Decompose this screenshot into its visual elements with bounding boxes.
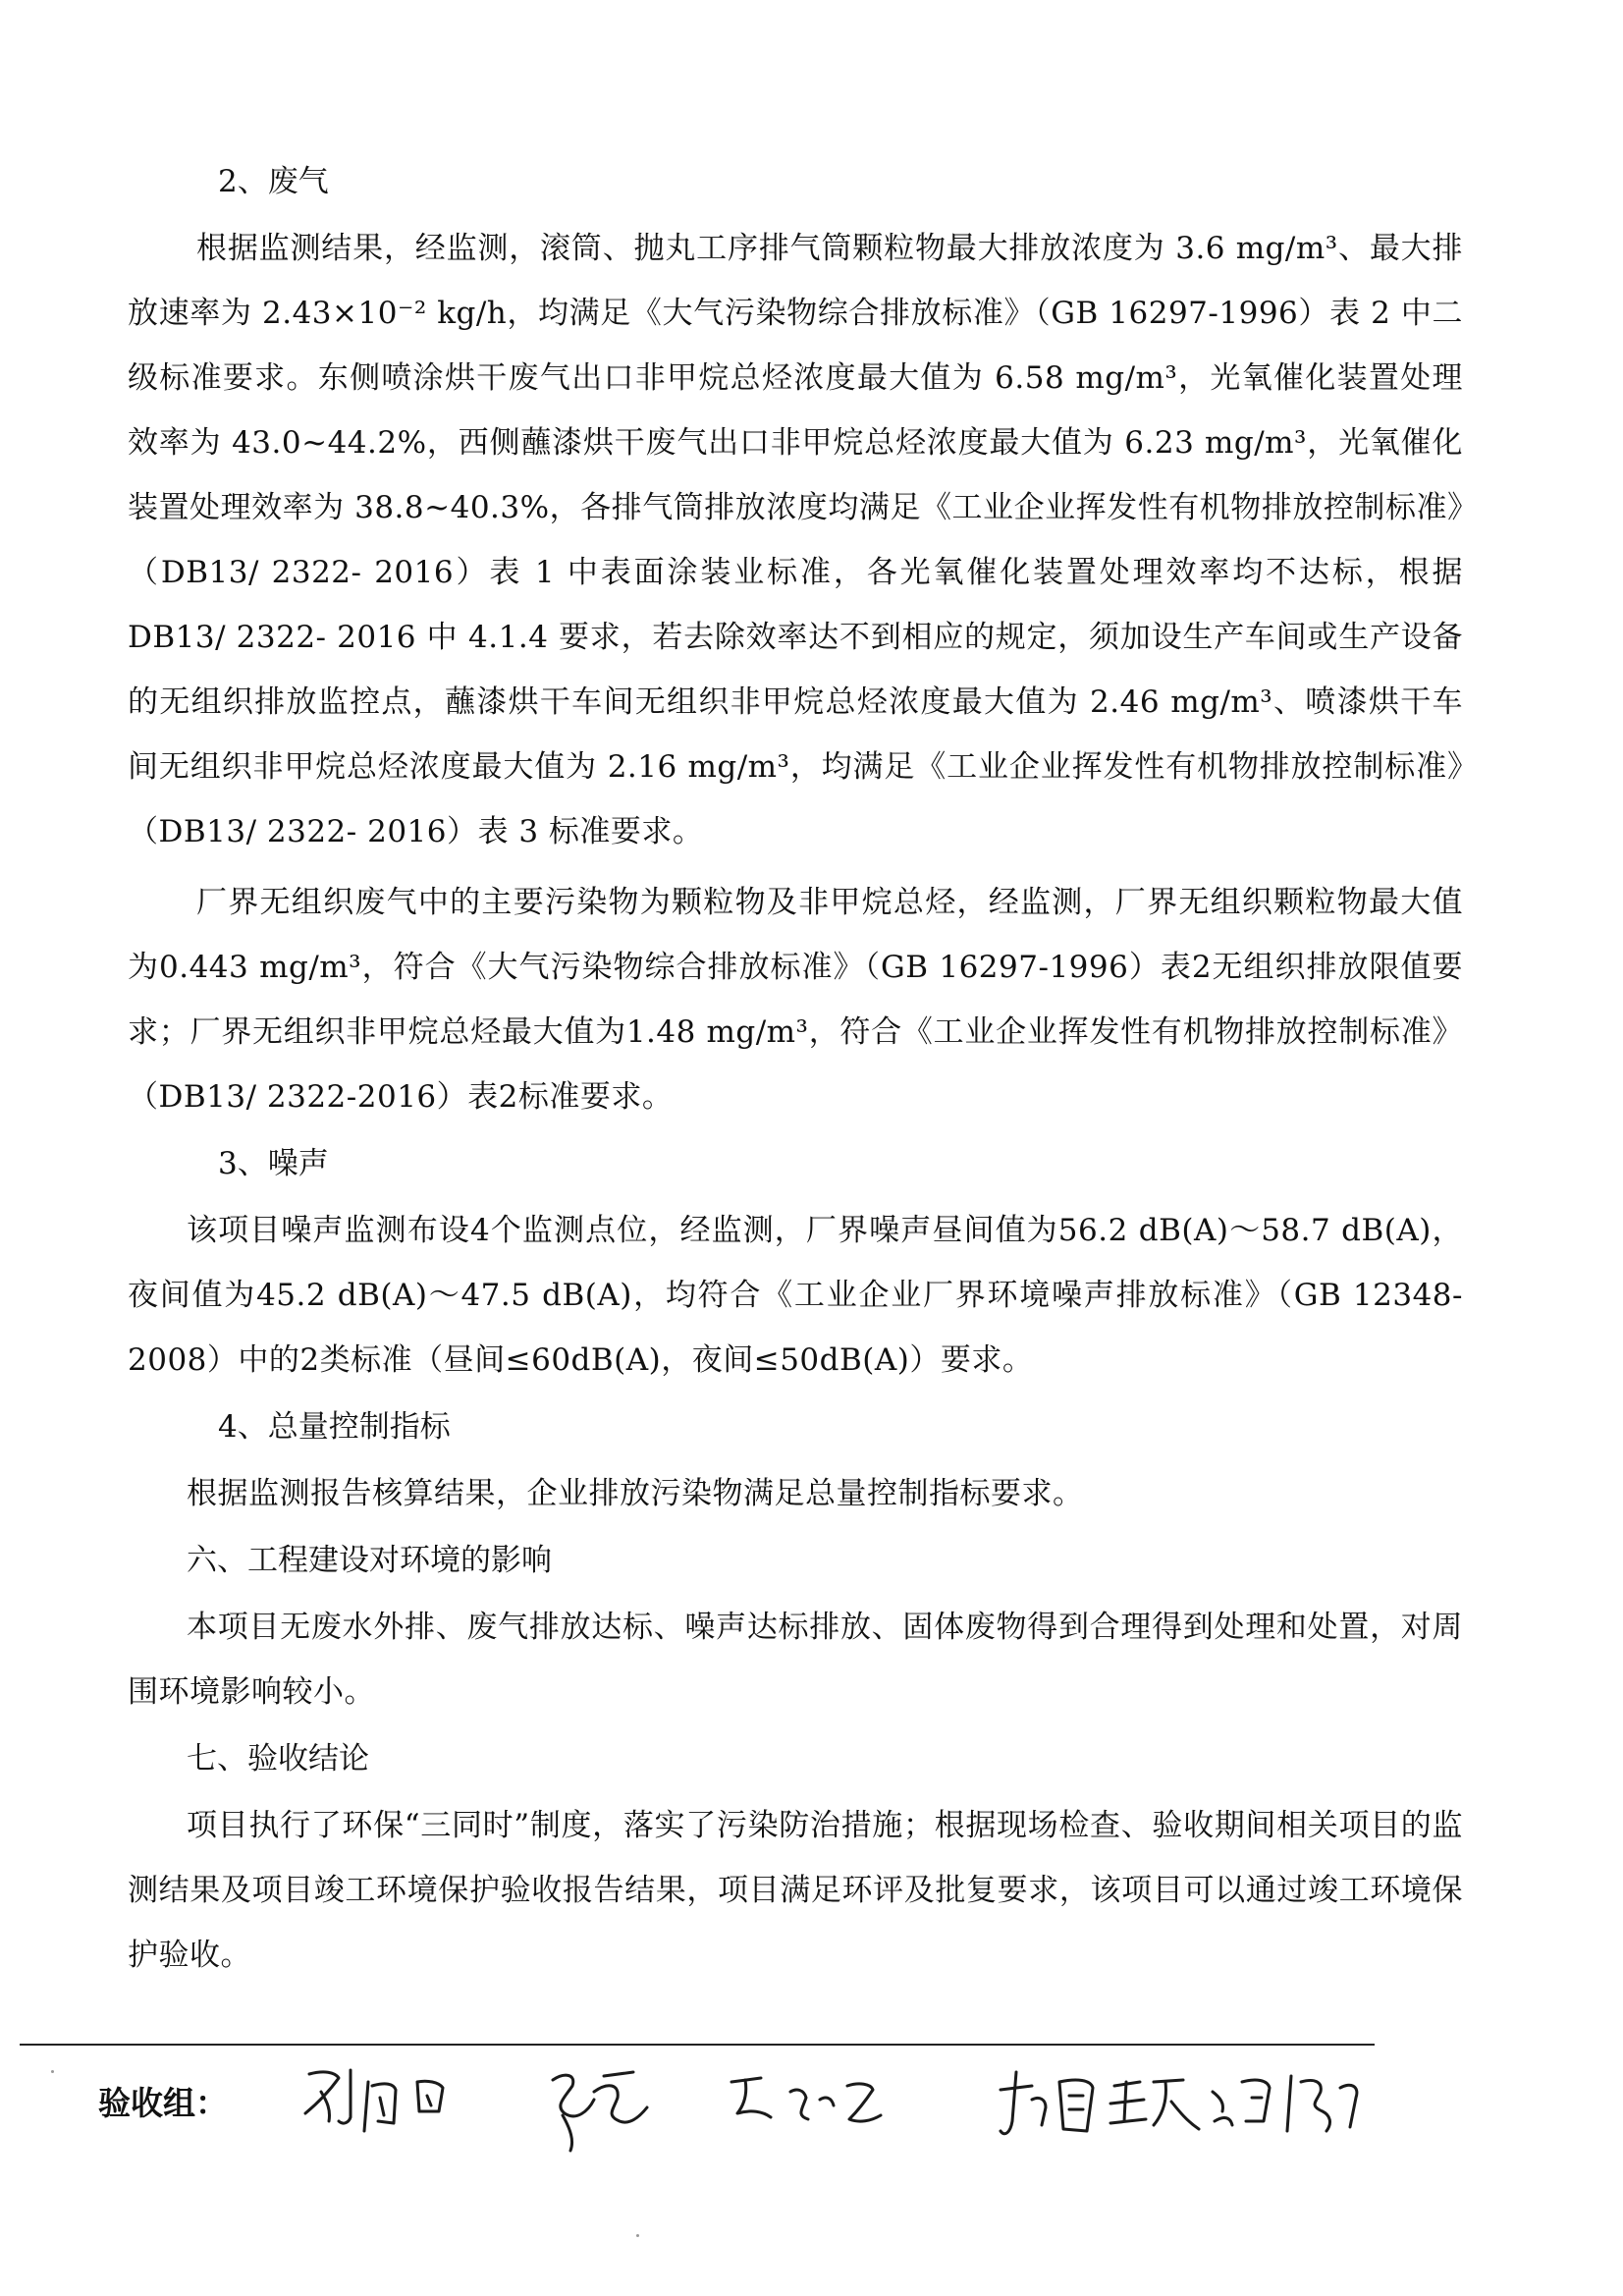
signature-2 bbox=[553, 2072, 647, 2151]
total-control-paragraph: 根据监测报告核算结果，企业排放污染物满足总量控制指标要求。 bbox=[187, 1476, 1084, 1511]
impact-paragraph: 本项目无废水外排、废气排放达标、噪声达标排放、固体废物得到合理得到处理和处置，对周围环境影响较小。 bbox=[128, 1610, 1463, 1710]
scan-speck bbox=[636, 2234, 639, 2237]
exhaust-paragraph-1: 根据监测结果，经监测，滚筒、抛丸工序排气筒颗粒物最大排放浓度为 3.6 mg/m³、最大排放速率为 2.43×10⁻² kg/h，均满足《大气污染物综合排放标准》（GB 16297-1996）表 2 中二级标准要求。东侧喷涂烘干废气出口非甲烷总烃浓度最大值为 6.58 mg/m³，光氧催化装置处理效率为 43.0~44.2%，西侧蘸漆烘干废气出口非甲烷总烃浓度最大值为 6.23 mg/m³，光氧催化装置处理效率为 38.8~40.3%，各排气筒排放浓度均满足《工业企业挥发性有机物排放控制标准》（DB13/ 2322- 2016）表 1 中表面涂装业标准，各光氧催化装置处理效率均不达标，根据 DB13/ 2322- 2016 中 4.1.4 要求，若去除效率达不到相应的规定，须加设生产车间或生产设备的无组织排放监控点，蘸漆烘干车间无组织非甲烷总烃浓度最大值为 2.46 mg/m³、喷漆烘干车间无组织非甲烷总烃浓度最大值为 2.16 mg/m³，均满足《工业企业挥发性有机物排放控制标准》（DB13/ 2322- 2016）表 3 标准要求。 bbox=[128, 231, 1463, 849]
document-body bbox=[128, 147, 1463, 1988]
handwritten-signatures bbox=[270, 2052, 1448, 2160]
signature-label: 验收组： bbox=[98, 2084, 228, 2122]
signature-1 bbox=[305, 2070, 443, 2131]
signature-5 bbox=[1213, 2076, 1357, 2131]
signature-3 bbox=[731, 2078, 881, 2121]
section-heading-total-control: 4、总量控制指标 bbox=[218, 1409, 451, 1445]
signature-rule bbox=[20, 2044, 1375, 2046]
section-heading-noise: 3、噪声 bbox=[218, 1146, 329, 1181]
conclusion-paragraph: 项目执行了环保“三同时”制度，落实了污染防治措施；根据现场检查、验收期间相关项目的监测结果及项目竣工环境保护验收报告结果，项目满足环评及批复要求，该项目可以通过竣工环境保护验收。 bbox=[128, 1808, 1463, 1973]
scan-speck bbox=[51, 2070, 54, 2073]
section-heading-conclusion: 七、验收结论 bbox=[187, 1741, 369, 1777]
signature-block bbox=[98, 2052, 1375, 2160]
noise-paragraph: 该项目噪声监测布设4个监测点位，经监测，厂界噪声昼间值为56.2 dB(A)～58.7 dB(A)，夜间值为45.2 dB(A)～47.5 dB(A)，均符合《工业企业厂界环境噪声排放标准》（GB 12348-2008）中的2类标准（昼间≤60dB(A)，夜间≤50dB(A)）要求。 bbox=[128, 1213, 1463, 1378]
section-heading-exhaust: 2、废气 bbox=[218, 164, 329, 199]
exhaust-paragraph-2: 厂界无组织废气中的主要污染物为颗粒物及非甲烷总烃，经监测，厂界无组织颗粒物最大值为0.443 mg/m³，符合《大气污染物综合排放标准》（GB 16297-1996）表2无组织排放限值要求；厂界无组织非甲烷总烃最大值为1.48 mg/m³，符合《工业企业挥发性有机物排放控制标准》（DB13/ 2322-2016）表2标准要求。 bbox=[128, 885, 1463, 1115]
section-heading-impact: 六、工程建设对环境的影响 bbox=[187, 1543, 552, 1578]
signature-4 bbox=[1001, 2072, 1199, 2134]
